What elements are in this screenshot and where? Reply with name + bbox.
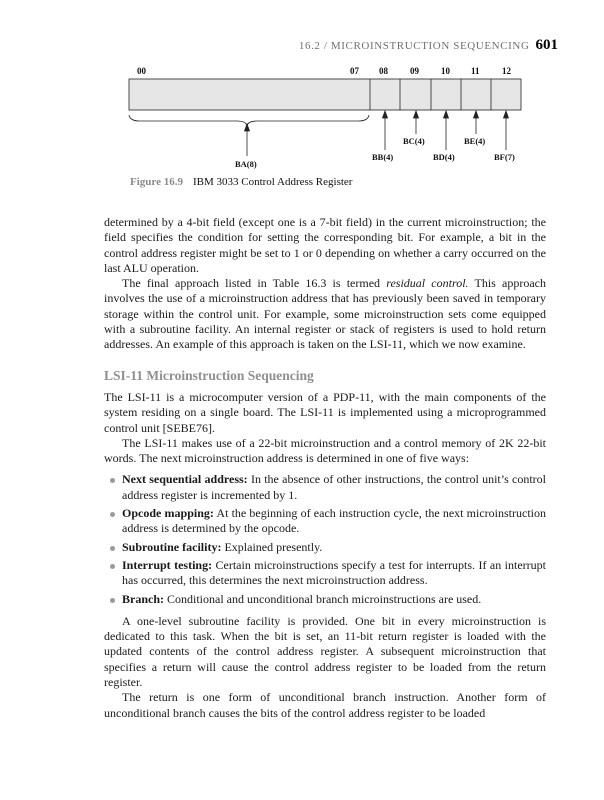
paragraph-2-lead: The final approach listed in Table 16.3 is termed <box>122 276 387 291</box>
figure-caption <box>130 176 352 188</box>
page-number: 601 <box>535 37 558 53</box>
paragraph-6: The return is one form of unconditional branch instruction. Another form of unconditional branch causes the bits of the control address register to be loaded <box>104 690 546 720</box>
list-item-term: Subroutine facility: <box>122 539 222 554</box>
section-heading: LSI-11 Microinstruction Sequencing <box>104 367 314 383</box>
figure-number: Figure 16.9 <box>130 176 183 188</box>
field-label-be: BE(4) <box>464 136 486 146</box>
control-address-register-figure <box>0 0 604 200</box>
paragraph-5: A one-level subroutine facility is provided. One bit in every microinstruction is dedicated to this task. When the bit is set, an 11-bit return register is loaded with the updated contents of the control address register. A subsequent microinstruction that specifies a return will cause the control address register to be loaded from the return register. <box>104 613 546 690</box>
field-label-bd: BD(4) <box>433 152 455 162</box>
paragraph-3: The LSI-11 is a microcomputer version of a PDP-11, with the main components of the system residing on a single board. The LSI-11 is implemented using a microprogrammed control unit [SEBE76]. <box>104 389 546 435</box>
list-item-desc: At the beginning of each instruction cycle, the next microinstruction address is determined by the opcode. <box>122 506 546 536</box>
paragraph-1: determined by a 4-bit field (except one is a 7-bit field) in the current microinstruction; the field specifies the condition for setting the corresponding bit. For example, a bit in the control address register might be set to 1 or 0 depending on whether a carry occurred on the last ALU operation. <box>104 215 546 275</box>
field-label-ba: BA(8) <box>235 159 257 169</box>
list-item <box>122 506 546 537</box>
list-item-term: Next sequential address: <box>122 472 248 487</box>
figure-caption-text: IBM 3033 Control Address Register <box>192 176 353 188</box>
sequencing-methods-list <box>104 472 546 606</box>
list-item <box>122 472 546 503</box>
bit-label-09: 09 <box>410 66 419 76</box>
list-item-term: Interrupt testing: <box>122 557 213 572</box>
list-item-term: Branch: <box>122 591 164 606</box>
bit-label-11: 11 <box>471 66 480 76</box>
field-label-bc: BC(4) <box>403 136 425 146</box>
residual-control-term: residual control. <box>386 276 469 291</box>
list-item-desc: In the absence of other instructions, the control unit’s control address register is incremented by 1. <box>122 472 546 502</box>
running-title: 16.2 / MICROINSTRUCTION SEQUENCING <box>298 40 530 52</box>
bit-label-00: 00 <box>137 66 146 76</box>
list-item <box>122 558 546 589</box>
bit-label-07: 07 <box>350 66 359 76</box>
register-box <box>129 79 521 110</box>
list-item-desc: Explained presently. <box>221 539 323 554</box>
bit-label-12: 12 <box>502 66 511 76</box>
list-item-term: Opcode mapping: <box>122 506 214 521</box>
brace-ba <box>129 115 369 126</box>
paragraph-2 <box>104 276 546 352</box>
field-label-bf: BF(7) <box>494 152 515 162</box>
paragraph-4: The LSI-11 makes use of a 22-bit microinstruction and a control memory of 2K 22-bit words. The next microinstruction address is determined in one of five ways: <box>104 435 546 466</box>
list-item-desc: Conditional and unconditional branch microinstructions are used. <box>164 591 482 606</box>
body-text <box>104 215 546 721</box>
paragraph-2-rest: This approach involves the use of a microinstruction address that has previously been saved in temporary storage within the control unit. For example, some microinstruction sets come equipped with a subroutine facility. An internal register or stack of registers is used to hold return addresses. An example of this approach is taken on the LSI-11, which we now examine. <box>104 276 546 352</box>
list-item <box>122 592 546 607</box>
bit-label-08: 08 <box>379 66 388 76</box>
field-arrows <box>245 111 509 156</box>
field-label-bb: BB(4) <box>372 152 394 162</box>
bit-label-10: 10 <box>441 66 450 76</box>
list-item-desc: Certain microinstructions specify a test for interrupts. If an interrupt has occurred, this determines the next microinstruction address. <box>122 557 546 588</box>
list-item <box>122 540 546 555</box>
